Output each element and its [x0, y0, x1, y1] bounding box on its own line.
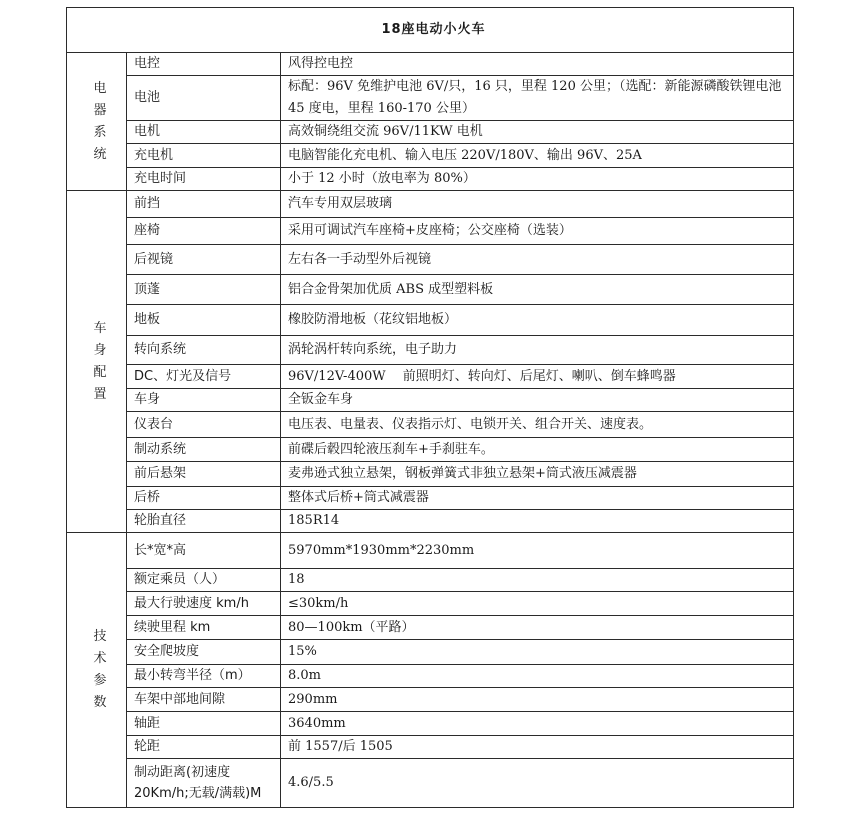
- spec-label: 车身: [127, 389, 281, 412]
- table-row: [67, 438, 794, 462]
- spec-label: 前挡: [127, 191, 281, 218]
- spec-label: 转向系统: [127, 336, 281, 365]
- spec-label: 最大行驶速度 km/h: [127, 592, 281, 616]
- table-row: [67, 412, 794, 438]
- spec-value: 采用可调试汽车座椅+皮座椅；公交座椅（选装）: [281, 218, 794, 245]
- spec-label: 最小转弯半径（m）: [127, 665, 281, 688]
- spec-label: 后桥: [127, 487, 281, 510]
- table-row: [67, 305, 794, 336]
- spec-label: 电控: [127, 53, 281, 76]
- table-row: [67, 53, 794, 76]
- spec-label: 电池: [127, 76, 281, 121]
- spec-value: 整体式后桥+筒式减震器: [281, 487, 794, 510]
- title-row: [67, 8, 794, 53]
- table-row: [67, 533, 794, 569]
- spec-value: 4.6/5.5: [281, 759, 794, 808]
- table-row: [67, 168, 794, 191]
- section-header: [67, 533, 127, 808]
- spec-value: 全钣金车身: [281, 389, 794, 412]
- spec-value: 左右各一手动型外后视镜: [281, 245, 794, 275]
- spec-label: 充电时间: [127, 168, 281, 191]
- table-row: [67, 191, 794, 218]
- section-header: [67, 53, 127, 191]
- section-name: 车身配置: [93, 320, 107, 402]
- table-row: [67, 616, 794, 640]
- spec-value: 290mm: [281, 688, 794, 712]
- spec-label: 座椅: [127, 218, 281, 245]
- spec-label: 安全爬坡度: [127, 640, 281, 665]
- spec-label: 车架中部地间隙: [127, 688, 281, 712]
- spec-value: 185R14: [281, 510, 794, 533]
- spec-value: 橡胶防滑地板（花纹铝地板）: [281, 305, 794, 336]
- spec-label: 后视镜: [127, 245, 281, 275]
- spec-table-body: [67, 8, 794, 808]
- table-row: [67, 76, 794, 121]
- spec-value: 电脑智能化充电机、输入电压 220V/180V、输出 96V、25A: [281, 144, 794, 168]
- table-row: [67, 510, 794, 533]
- spec-label: 制动距离(初速度 20Km/h;无载/满载)M: [127, 759, 281, 808]
- spec-value: 5970mm*1930mm*2230mm: [281, 533, 794, 569]
- spec-label: 充电机: [127, 144, 281, 168]
- spec-value: 前 1557/后 1505: [281, 736, 794, 759]
- spec-label: 制动系统: [127, 438, 281, 462]
- table-row: [67, 336, 794, 365]
- table-row: [67, 640, 794, 665]
- spec-label: 轮距: [127, 736, 281, 759]
- table-row: [67, 275, 794, 305]
- spec-value: 80—100km（平路）: [281, 616, 794, 640]
- spec-table: [66, 7, 794, 808]
- page-title: 18座电动小火车: [67, 8, 794, 53]
- spec-value: 汽车专用双层玻璃: [281, 191, 794, 218]
- table-row: [67, 712, 794, 736]
- table-row: [67, 389, 794, 412]
- spec-value: 铝合金骨架加优质 ABS 成型塑料板: [281, 275, 794, 305]
- section-name: 技术参数: [93, 629, 107, 710]
- spec-label: 前后悬架: [127, 462, 281, 487]
- spec-label: 仪表台: [127, 412, 281, 438]
- table-row: [67, 487, 794, 510]
- spec-label: 额定乘员（人）: [127, 569, 281, 592]
- spec-label: 长*宽*高: [127, 533, 281, 569]
- spec-value: 小于 12 小时（放电率为 80%）: [281, 168, 794, 191]
- spec-value: 电压表、电量表、仪表指示灯、电锁开关、组合开关、速度表。: [281, 412, 794, 438]
- spec-label: 顶蓬: [127, 275, 281, 305]
- spec-value: 标配：96V 免维护电池 6V/只，16 只，里程 120 公里；（选配：新能源磷酸铁锂电池 45 度电，里程 160-170 公里）: [281, 76, 794, 121]
- spec-label: DC、灯光及信号: [127, 365, 281, 389]
- table-row: [67, 218, 794, 245]
- table-row: [67, 592, 794, 616]
- table-row: [67, 665, 794, 688]
- spec-label: 电机: [127, 121, 281, 144]
- section-header: [67, 191, 127, 533]
- spec-value: 18: [281, 569, 794, 592]
- table-row: [67, 245, 794, 275]
- table-row: [67, 759, 794, 808]
- table-row: [67, 365, 794, 389]
- table-row: [67, 736, 794, 759]
- spec-value: 15%: [281, 640, 794, 665]
- spec-value: 风得控电控: [281, 53, 794, 76]
- spec-value: 96V/12V-400W 前照明灯、转向灯、后尾灯、喇叭、倒车蜂鸣器: [281, 365, 794, 389]
- table-row: [67, 688, 794, 712]
- spec-label: 轮胎直径: [127, 510, 281, 533]
- table-row: [67, 144, 794, 168]
- spec-label: 地板: [127, 305, 281, 336]
- spec-value: ≤30km/h: [281, 592, 794, 616]
- table-row: [67, 121, 794, 144]
- spec-value: 8.0m: [281, 665, 794, 688]
- spec-value: 麦弗逊式独立悬架，钢板弹簧式非独立悬架+筒式液压减震器: [281, 462, 794, 487]
- section-name: 电器系统: [93, 80, 107, 162]
- spec-label: 轴距: [127, 712, 281, 736]
- spec-label: 续驶里程 km: [127, 616, 281, 640]
- table-row: [67, 569, 794, 592]
- spec-value: 前碟后毂四轮液压刹车+手刹驻车。: [281, 438, 794, 462]
- spec-value: 高效铜绕组交流 96V/11KW 电机: [281, 121, 794, 144]
- table-row: [67, 462, 794, 487]
- spec-value: 3640mm: [281, 712, 794, 736]
- spec-value: 涡轮涡杆转向系统，电子助力: [281, 336, 794, 365]
